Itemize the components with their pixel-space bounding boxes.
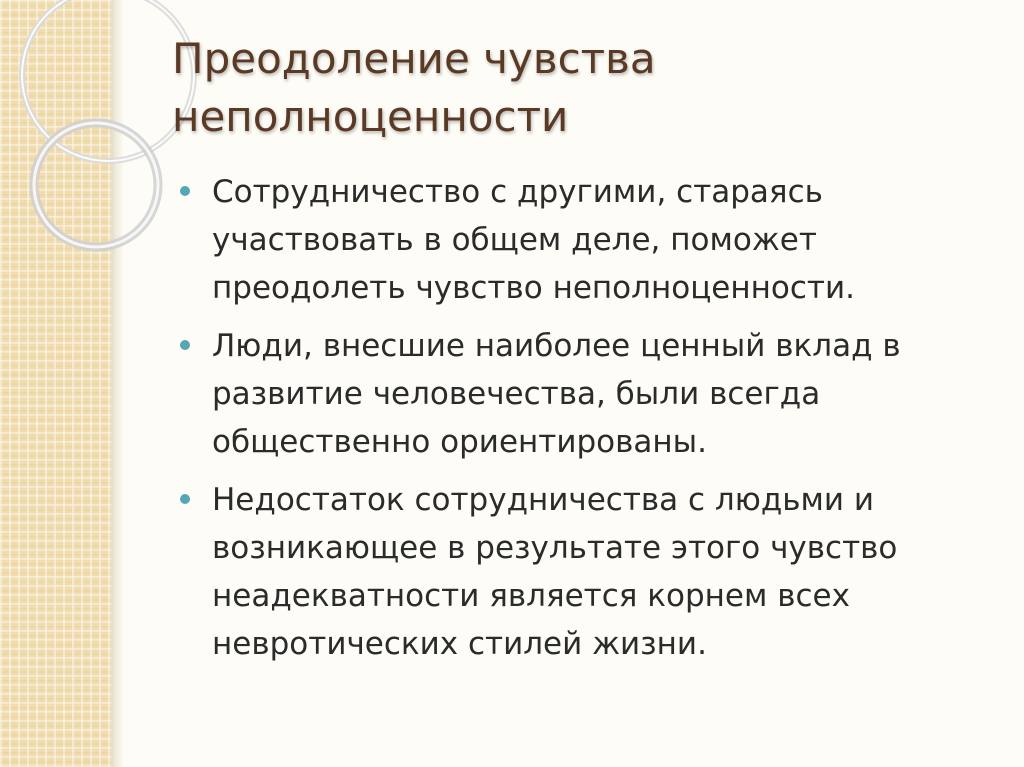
bullet-item bbox=[180, 322, 1010, 466]
bullet-line: невротических стилей жизни. bbox=[212, 626, 707, 662]
bullet-item bbox=[180, 168, 1010, 312]
title-line-2: неполноценности bbox=[172, 92, 569, 141]
bullet-line: Недостаток сотрудничества с людьми и bbox=[212, 482, 875, 518]
bullet-line: общественно ориентированы. bbox=[212, 424, 708, 460]
bullet-line: Люди, внесшие наиболее ценный вклад в bbox=[212, 328, 901, 364]
bullet-item bbox=[180, 476, 1010, 668]
bullet-dot-icon bbox=[180, 340, 190, 350]
bullet-line: Сотрудничество с другими, стараясь bbox=[212, 174, 823, 210]
bullet-dot-icon bbox=[180, 186, 190, 196]
bullet-text bbox=[212, 322, 1010, 466]
bullet-line: участвовать в общем деле, поможет bbox=[212, 222, 817, 258]
slide-title bbox=[172, 30, 972, 146]
bullet-line: преодолеть чувство неполноценности. bbox=[212, 270, 855, 306]
bullet-list bbox=[180, 168, 1010, 678]
bullet-text bbox=[212, 168, 1010, 312]
small-ring-highlight bbox=[34, 123, 158, 247]
title-line-1: Преодоление чувства bbox=[172, 34, 656, 83]
bullet-dot-icon bbox=[180, 494, 190, 504]
bullet-line: развитие человечества, были всегда bbox=[212, 376, 821, 412]
bullet-line: неадекватности является корнем всех bbox=[212, 578, 850, 614]
large-ring-highlight bbox=[22, 0, 194, 161]
decorative-rings bbox=[0, 0, 200, 260]
bullet-line: возникающее в результате этого чувство bbox=[212, 530, 898, 566]
bullet-text bbox=[212, 476, 1010, 668]
